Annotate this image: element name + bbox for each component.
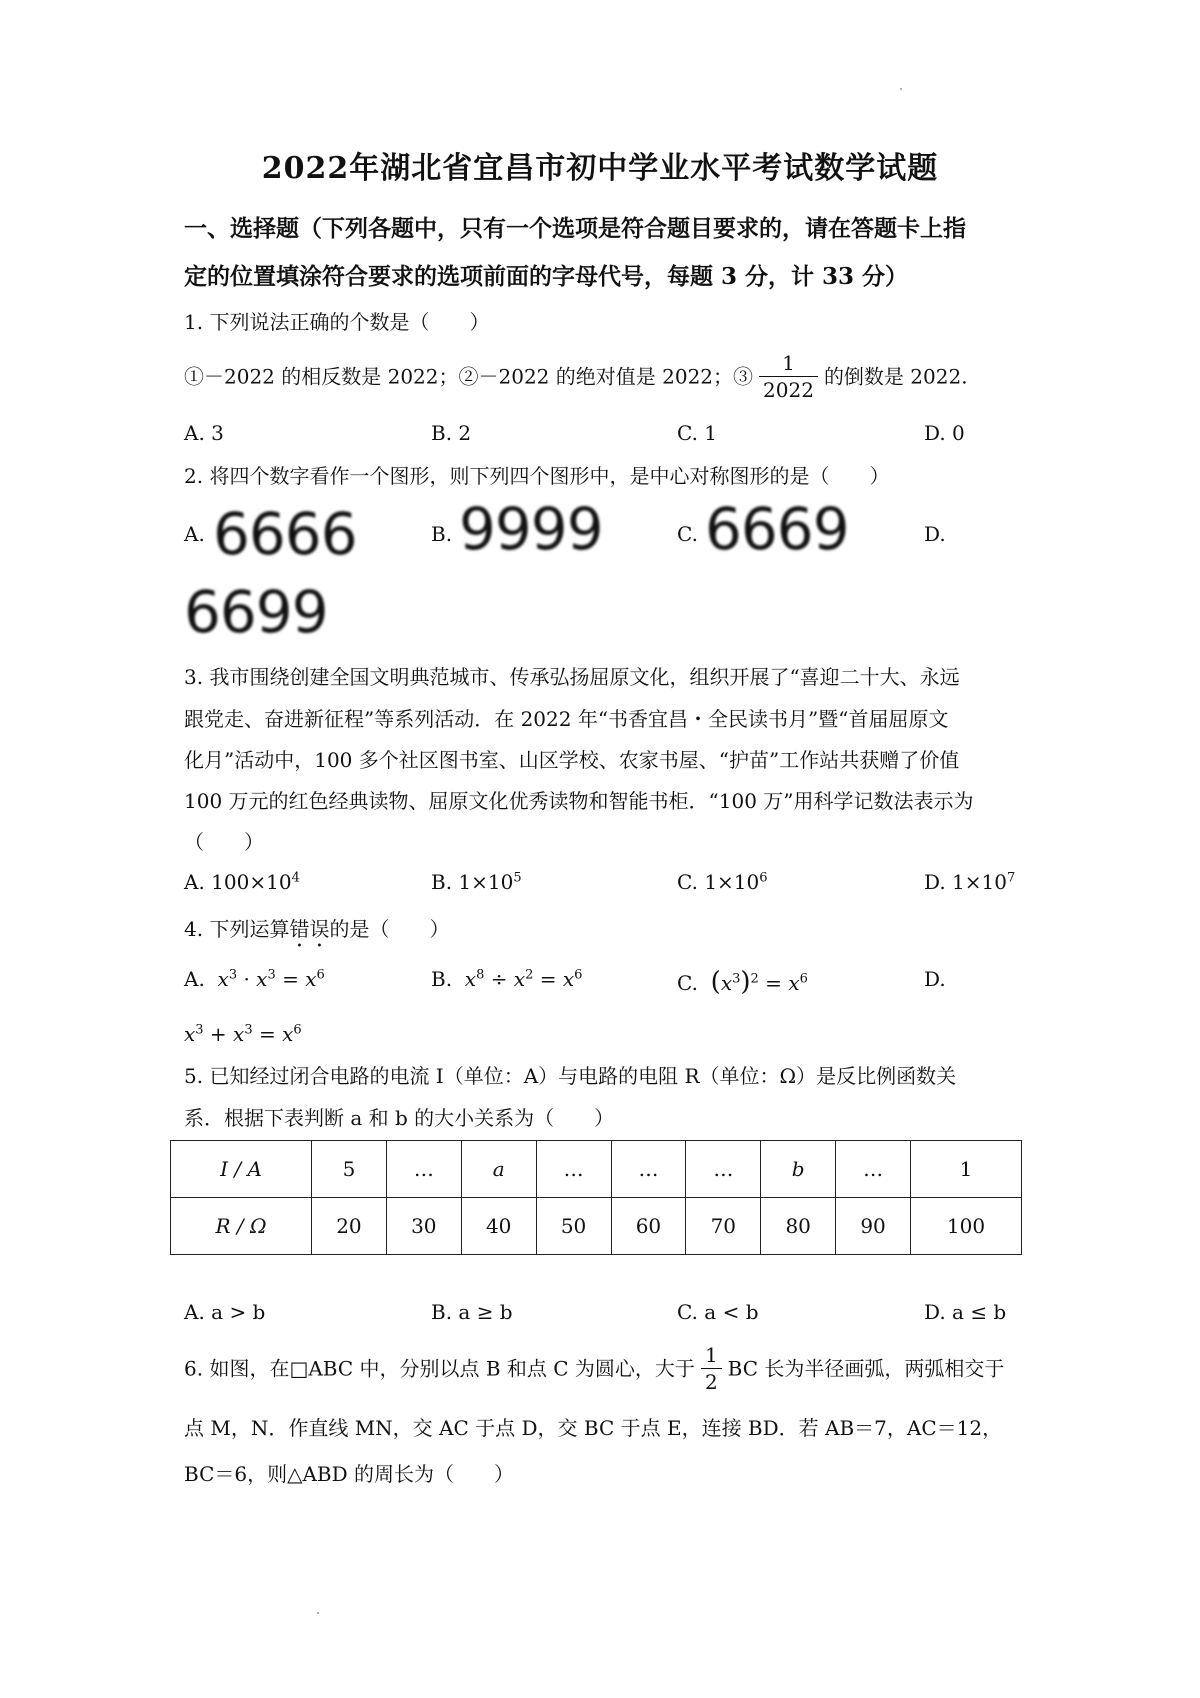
- q3-option-d-exp: 7: [1006, 870, 1016, 886]
- q3-option-a-base: 100×10: [211, 870, 292, 894]
- table-cell: R / Ω: [171, 1198, 312, 1255]
- q2-option-b-label: B.: [431, 522, 453, 546]
- q3-option-a: [184, 870, 300, 894]
- q1-fraction-numerator: 1: [759, 350, 818, 377]
- table-cell: 5: [312, 1141, 387, 1198]
- q4-stem: [184, 913, 449, 952]
- q2-option-a-label: A.: [184, 522, 205, 546]
- q3-line3: 化月”活动中，100 多个社区图书室、山区学校、农家书屋、“护苗”工作站共获赠了价值: [184, 748, 960, 772]
- table-cell: 20: [312, 1198, 387, 1255]
- q3-line2: 跟党走、奋进新征程”等系列活动．在 2022 年“书香宜昌・全民读书月”暨“首届屈原文: [184, 707, 949, 731]
- table-cell: 70: [686, 1198, 761, 1255]
- q2-figure-a: 6666: [213, 500, 357, 568]
- q5-option-d: D. a ≤ b: [924, 1300, 1007, 1324]
- table-cell: …: [386, 1141, 461, 1198]
- q1-option-c: C. 1: [677, 421, 718, 445]
- table-cell: 30: [386, 1198, 461, 1255]
- q1-fraction-denominator: 2022: [763, 378, 814, 402]
- q1-statements: [184, 350, 968, 403]
- q1-fraction: [759, 350, 818, 403]
- q3-option-c-exp: 6: [759, 870, 768, 886]
- q3-line1: 3. 我市围绕创建全国文明典范城市、传承弘扬屈原文化，组织开展了“喜迎二十大、永远: [184, 665, 960, 689]
- table-cell: 60: [611, 1198, 686, 1255]
- q3-option-c-base: 1×10: [704, 870, 760, 894]
- table-cell: 1: [911, 1141, 1022, 1198]
- q4-option-d-label: D.: [924, 967, 946, 991]
- q4-stem-pre: 4. 下列运算: [184, 917, 290, 941]
- q5-option-a: A. a > b: [184, 1300, 266, 1324]
- q3-option-d-base: 1×10: [952, 870, 1007, 894]
- q5-option-c: C. a < b: [677, 1300, 759, 1324]
- table-row: [171, 1141, 1022, 1198]
- q4-option-c-label: C.: [677, 971, 698, 995]
- table-row: [171, 1198, 1022, 1255]
- q4-option-a: A. $x^3 \cdot x^3 = x^6$: [184, 967, 325, 991]
- q1-option-d: D. 0: [924, 421, 965, 445]
- page-title: 2022年湖北省宜昌市初中学业水平考试数学试题: [261, 151, 939, 186]
- table-cell: …: [686, 1141, 761, 1198]
- q3-option-a-exp: 4: [291, 870, 300, 886]
- q6-fraction: [701, 1342, 722, 1395]
- q5-line2: 系．根据下表判断 a 和 b 的大小关系为（ ）: [184, 1106, 615, 1130]
- table-cell: 80: [761, 1198, 836, 1255]
- q2-figure-d: 6699: [184, 578, 328, 646]
- section-heading-line1: 一、选择题（下列各题中，只有一个选项是符合题目要求的，请在答题卡上指: [184, 215, 966, 242]
- q1-stem: 1. 下列说法正确的个数是（ ）: [184, 310, 490, 334]
- q3-option-c: [677, 870, 768, 894]
- q3-option-b-exp: 5: [513, 870, 522, 886]
- q5-option-b: B. a ≥ b: [431, 1300, 513, 1324]
- table-cell: 90: [836, 1198, 911, 1255]
- q6-fraction-numerator: 1: [701, 1342, 722, 1369]
- q3-option-b-label: B.: [431, 870, 453, 894]
- q4-option-d: [924, 967, 946, 991]
- q4-option-b-label: B.: [431, 967, 453, 991]
- q2-figure-c: 6669: [705, 495, 849, 563]
- table-cell: 100: [911, 1198, 1022, 1255]
- table-cell: I / A: [171, 1141, 312, 1198]
- q3-line4: 100 万元的红色经典读物、屈原文化优秀读物和智能书柜．“100 万”用科学记数法表示为: [184, 789, 974, 813]
- q2-stem: 2. 将四个数字看作一个图形，则下列四个图形中，是中心对称图形的是（ ）: [184, 464, 890, 488]
- q6-line3: BC＝6，则△ABD 的周长为（ ）: [184, 1462, 515, 1486]
- q4-option-c: C. $(x^3)^2 = x^6$: [677, 967, 808, 997]
- q6-line1-b: BC 长为半径画弧，两弧相交于: [727, 1356, 1005, 1381]
- table-cell: 50: [536, 1198, 611, 1255]
- q1-option-a: A. 3: [184, 421, 224, 445]
- q4-option-d-expression: $x^3 + x^3 = x^6$: [184, 1022, 302, 1046]
- q1-statement-a: ①－2022 的相反数是 2022；②－2022 的绝对值是 2022；③: [184, 364, 754, 389]
- table-cell: …: [611, 1141, 686, 1198]
- q4-option-b: B. $x^8 \div x^2 = x^6$: [431, 967, 583, 991]
- q3-option-d: [924, 870, 1015, 894]
- q6-line2: 点 M，N．作直线 MN，交 AC 于点 D，交 BC 于点 E，连接 BD．若 AB＝7，AC＝12，: [184, 1416, 1003, 1440]
- q2-figure-b: 9999: [459, 495, 603, 563]
- table-cell: …: [536, 1141, 611, 1198]
- q4-stem-post: 的是（ ）: [329, 917, 450, 941]
- q6-line1: [184, 1342, 1004, 1395]
- q2-option-d-label: D.: [924, 522, 946, 546]
- table-cell: 40: [461, 1198, 536, 1255]
- q3-option-d-label: D.: [924, 870, 946, 894]
- q3-line5: （ ）: [184, 830, 264, 854]
- q4-stem-emphasis: 错误: [289, 917, 330, 941]
- q2-option-c-label: C.: [677, 522, 698, 546]
- q5-line1: 5. 已知经过闭合电路的电流 I（单位：A）与电路的电阻 R（单位：Ω）是反比例函数关: [184, 1064, 957, 1088]
- table-cell: …: [836, 1141, 911, 1198]
- section-heading-line2: 定的位置填涂符合要求的选项前面的字母代号，每题 3 分，计 33 分）: [184, 263, 909, 290]
- q3-option-c-label: C.: [677, 870, 698, 894]
- q6-line1-a: 6. 如图，在□ABC 中，分别以点 B 和点 C 为圆心，大于: [184, 1356, 695, 1381]
- q1-statement-b: 的倒数是 2022.: [823, 364, 968, 389]
- q1-option-b: B. 2: [431, 421, 472, 445]
- q3-option-b: [431, 870, 522, 894]
- q3-option-b-base: 1×10: [458, 870, 514, 894]
- q6-fraction-denominator: 2: [704, 1370, 718, 1394]
- q3-option-a-label: A.: [184, 870, 205, 894]
- table-cell: a: [461, 1141, 536, 1198]
- q4-option-a-label: A.: [184, 967, 205, 991]
- table-cell: b: [761, 1141, 836, 1198]
- q5-data-table: [170, 1140, 1022, 1255]
